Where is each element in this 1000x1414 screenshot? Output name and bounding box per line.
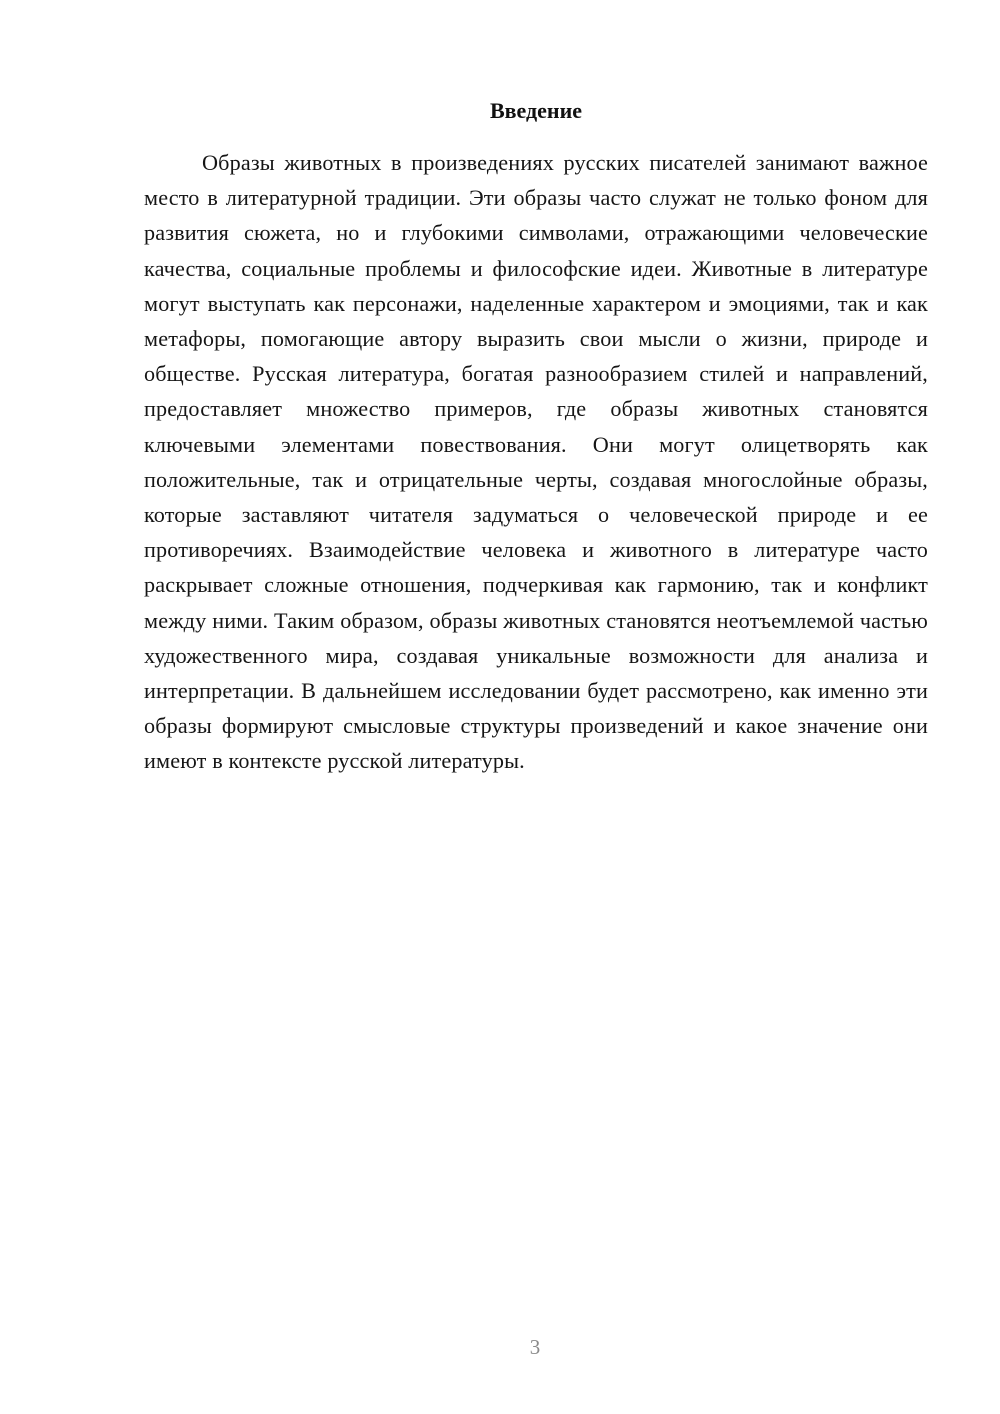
section-heading: Введение <box>489 98 583 123</box>
page-number: 3 <box>529 1335 541 1359</box>
body-paragraph: Образы животных в произведениях русских писателей занимают важное место в литературной традиции. Эти образы часто служат не только фоном для развития сюжета, но и глубокими символами, отражающими человеческие качества, социальные проблемы и философские идеи. Животные в литературе могут выступать как персонажи, наделенные характером и эмоциями, так и как метафоры, помогающие автору выразить свои мысли о жизни, природе и обществе. Русская литература, богатая разнообразием стилей и направлений, предоставляет множество примеров, где образы животных становятся ключевыми элементами повествования. Они могут олицетворять как положительные, так и отрицательные черты, создавая многослойные образы, которые заставляют читателя задуматься о человеческой природе и ее противоречиях. Взаимодействие человека и животного в литературе часто раскрывает сложные отношения, подчеркивая как гармонию, так и конфликт между ними. Таким образом, образы животных становятся неотъемлемой частью художественного мира, создавая уникальные возможности для анализа и интерпретации. В дальнейшем исследовании будет рассмотрено, как именно эти образы формируют смысловые структуры произведений и какое значение они имеют в контексте русской литературы. <box>144 150 928 774</box>
